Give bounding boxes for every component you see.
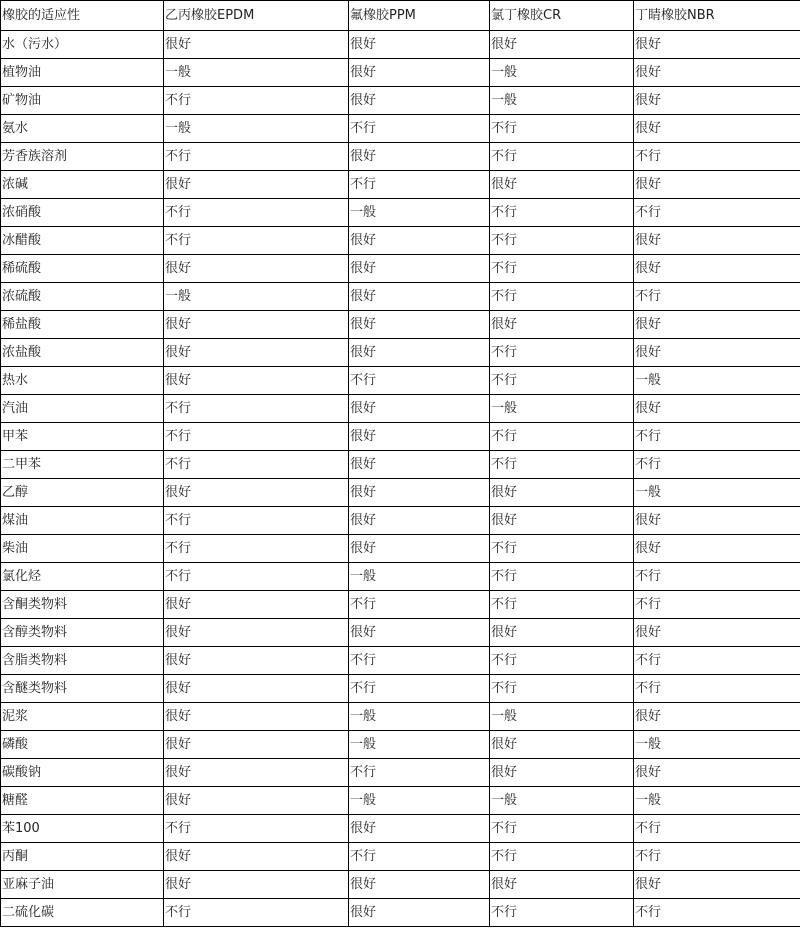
nbr-cell: 不行	[634, 843, 800, 871]
nbr-cell: 不行	[634, 675, 800, 703]
table-row	[1, 423, 800, 451]
cr-cell: 很好	[490, 171, 634, 199]
ppm-cell: 很好	[349, 87, 490, 115]
ppm-cell: 很好	[349, 255, 490, 283]
epdm-cell: 很好	[164, 703, 349, 731]
cr-cell: 不行	[490, 535, 634, 563]
medium-cell: 稀硫酸	[1, 255, 164, 283]
table-row	[1, 815, 800, 843]
table-row	[1, 283, 800, 311]
cr-cell: 一般	[490, 395, 634, 423]
epdm-cell: 一般	[164, 283, 349, 311]
cr-cell: 不行	[490, 815, 634, 843]
medium-cell: 磷酸	[1, 731, 164, 759]
table-row	[1, 311, 800, 339]
nbr-cell: 很好	[634, 619, 800, 647]
ppm-cell: 很好	[349, 479, 490, 507]
medium-cell: 亚麻子油	[1, 871, 164, 899]
table-row	[1, 703, 800, 731]
epdm-cell: 很好	[164, 619, 349, 647]
epdm-cell: 很好	[164, 731, 349, 759]
table-row	[1, 899, 800, 927]
cr-cell: 不行	[490, 899, 634, 927]
medium-cell: 乙醇	[1, 479, 164, 507]
medium-cell: 糖醛	[1, 787, 164, 815]
epdm-cell: 很好	[164, 591, 349, 619]
medium-cell: 浓盐酸	[1, 339, 164, 367]
table-row	[1, 563, 800, 591]
cr-cell: 一般	[490, 787, 634, 815]
epdm-cell: 不行	[164, 507, 349, 535]
cr-cell: 不行	[490, 675, 634, 703]
nbr-cell: 不行	[634, 451, 800, 479]
table-row	[1, 227, 800, 255]
cr-cell: 很好	[490, 479, 634, 507]
ppm-cell: 很好	[349, 507, 490, 535]
epdm-cell: 不行	[164, 423, 349, 451]
epdm-cell: 很好	[164, 843, 349, 871]
nbr-cell: 很好	[634, 759, 800, 787]
medium-cell: 稀盐酸	[1, 311, 164, 339]
medium-cell: 浓硫酸	[1, 283, 164, 311]
epdm-cell: 很好	[164, 311, 349, 339]
nbr-cell: 很好	[634, 395, 800, 423]
medium-cell: 甲苯	[1, 423, 164, 451]
medium-cell: 芳香族溶剂	[1, 143, 164, 171]
cr-cell: 很好	[490, 759, 634, 787]
ppm-cell: 很好	[349, 59, 490, 87]
epdm-cell: 不行	[164, 143, 349, 171]
nbr-cell: 一般	[634, 479, 800, 507]
epdm-cell: 很好	[164, 675, 349, 703]
table-row	[1, 339, 800, 367]
ppm-cell: 很好	[349, 619, 490, 647]
nbr-cell: 很好	[634, 871, 800, 899]
nbr-cell: 很好	[634, 255, 800, 283]
ppm-cell: 一般	[349, 199, 490, 227]
nbr-cell: 很好	[634, 31, 800, 59]
nbr-cell: 很好	[634, 507, 800, 535]
table-row	[1, 675, 800, 703]
table-row	[1, 87, 800, 115]
epdm-cell: 不行	[164, 563, 349, 591]
cr-cell: 很好	[490, 871, 634, 899]
medium-cell: 矿物油	[1, 87, 164, 115]
medium-cell: 二硫化碳	[1, 899, 164, 927]
cr-cell: 一般	[490, 59, 634, 87]
nbr-cell: 不行	[634, 591, 800, 619]
table-row	[1, 115, 800, 143]
nbr-cell: 很好	[634, 59, 800, 87]
cr-cell: 一般	[490, 87, 634, 115]
ppm-cell: 很好	[349, 283, 490, 311]
ppm-cell: 不行	[349, 647, 490, 675]
medium-cell: 冰醋酸	[1, 227, 164, 255]
ppm-cell: 很好	[349, 423, 490, 451]
medium-cell: 含酮类物料	[1, 591, 164, 619]
cr-cell: 不行	[490, 591, 634, 619]
nbr-cell: 不行	[634, 423, 800, 451]
ppm-cell: 不行	[349, 115, 490, 143]
ppm-cell: 很好	[349, 339, 490, 367]
ppm-cell: 很好	[349, 815, 490, 843]
cr-cell: 很好	[490, 31, 634, 59]
epdm-cell: 很好	[164, 31, 349, 59]
header-cell-cr: 氯丁橡胶CR	[490, 1, 634, 31]
nbr-cell: 很好	[634, 115, 800, 143]
medium-cell: 煤油	[1, 507, 164, 535]
nbr-cell: 不行	[634, 647, 800, 675]
medium-cell: 氯化烃	[1, 563, 164, 591]
cr-cell: 很好	[490, 619, 634, 647]
table-row	[1, 255, 800, 283]
table-row	[1, 31, 800, 59]
ppm-cell: 很好	[349, 395, 490, 423]
table-row	[1, 507, 800, 535]
epdm-cell: 不行	[164, 87, 349, 115]
cr-cell: 不行	[490, 339, 634, 367]
medium-cell: 含脂类物料	[1, 647, 164, 675]
table-row	[1, 647, 800, 675]
nbr-cell: 一般	[634, 367, 800, 395]
cr-cell: 不行	[490, 843, 634, 871]
cr-cell: 很好	[490, 731, 634, 759]
ppm-cell: 一般	[349, 787, 490, 815]
medium-cell: 二甲苯	[1, 451, 164, 479]
table-row	[1, 479, 800, 507]
table-row	[1, 535, 800, 563]
epdm-cell: 不行	[164, 451, 349, 479]
epdm-cell: 很好	[164, 171, 349, 199]
nbr-cell: 一般	[634, 731, 800, 759]
table-row	[1, 143, 800, 171]
nbr-cell: 不行	[634, 283, 800, 311]
cr-cell: 不行	[490, 115, 634, 143]
cr-cell: 不行	[490, 367, 634, 395]
epdm-cell: 一般	[164, 115, 349, 143]
table-row	[1, 59, 800, 87]
nbr-cell: 很好	[634, 311, 800, 339]
nbr-cell: 一般	[634, 787, 800, 815]
nbr-cell: 不行	[634, 563, 800, 591]
ppm-cell: 不行	[349, 367, 490, 395]
epdm-cell: 很好	[164, 871, 349, 899]
medium-cell: 氨水	[1, 115, 164, 143]
nbr-cell: 不行	[634, 815, 800, 843]
ppm-cell: 很好	[349, 31, 490, 59]
table-row	[1, 395, 800, 423]
cr-cell: 很好	[490, 507, 634, 535]
medium-cell: 水（污水）	[1, 31, 164, 59]
table-row	[1, 787, 800, 815]
cr-cell: 不行	[490, 227, 634, 255]
table-row	[1, 759, 800, 787]
epdm-cell: 不行	[164, 227, 349, 255]
header-cell-epdm: 乙丙橡胶EPDM	[164, 1, 349, 31]
ppm-cell: 很好	[349, 227, 490, 255]
medium-cell: 浓碱	[1, 171, 164, 199]
table-row	[1, 843, 800, 871]
ppm-cell: 很好	[349, 311, 490, 339]
epdm-cell: 很好	[164, 787, 349, 815]
medium-cell: 柴油	[1, 535, 164, 563]
ppm-cell: 不行	[349, 171, 490, 199]
nbr-cell: 很好	[634, 703, 800, 731]
medium-cell: 丙酮	[1, 843, 164, 871]
epdm-cell: 不行	[164, 199, 349, 227]
medium-cell: 热水	[1, 367, 164, 395]
cr-cell: 不行	[490, 199, 634, 227]
epdm-cell: 不行	[164, 899, 349, 927]
ppm-cell: 不行	[349, 591, 490, 619]
cr-cell: 不行	[490, 283, 634, 311]
nbr-cell: 很好	[634, 171, 800, 199]
table-row	[1, 199, 800, 227]
medium-cell: 苯100	[1, 815, 164, 843]
cr-cell: 很好	[490, 311, 634, 339]
header-cell-nbr: 丁睛橡胶NBR	[634, 1, 800, 31]
medium-cell: 汽油	[1, 395, 164, 423]
epdm-cell: 不行	[164, 815, 349, 843]
ppm-cell: 一般	[349, 563, 490, 591]
ppm-cell: 很好	[349, 143, 490, 171]
cr-cell: 不行	[490, 255, 634, 283]
ppm-cell: 很好	[349, 871, 490, 899]
medium-cell: 泥浆	[1, 703, 164, 731]
table-body	[1, 31, 800, 927]
table-row	[1, 367, 800, 395]
header-cell-medium: 橡胶的适应性	[1, 1, 164, 31]
epdm-cell: 不行	[164, 535, 349, 563]
epdm-cell: 很好	[164, 479, 349, 507]
cr-cell: 不行	[490, 563, 634, 591]
epdm-cell: 很好	[164, 647, 349, 675]
cr-cell: 一般	[490, 703, 634, 731]
table-row	[1, 451, 800, 479]
table-header-row	[1, 1, 800, 31]
epdm-cell: 很好	[164, 367, 349, 395]
epdm-cell: 不行	[164, 395, 349, 423]
nbr-cell: 很好	[634, 87, 800, 115]
epdm-cell: 一般	[164, 59, 349, 87]
medium-cell: 碳酸钠	[1, 759, 164, 787]
nbr-cell: 不行	[634, 899, 800, 927]
ppm-cell: 很好	[349, 535, 490, 563]
table-row	[1, 619, 800, 647]
medium-cell: 含醇类物料	[1, 619, 164, 647]
table-row	[1, 871, 800, 899]
epdm-cell: 很好	[164, 759, 349, 787]
medium-cell: 含醚类物料	[1, 675, 164, 703]
nbr-cell: 很好	[634, 227, 800, 255]
table-row	[1, 731, 800, 759]
ppm-cell: 不行	[349, 675, 490, 703]
table-row	[1, 591, 800, 619]
ppm-cell: 不行	[349, 843, 490, 871]
header-cell-ppm: 氟橡胶PPM	[349, 1, 490, 31]
ppm-cell: 很好	[349, 451, 490, 479]
cr-cell: 不行	[490, 451, 634, 479]
table-row	[1, 171, 800, 199]
ppm-cell: 一般	[349, 731, 490, 759]
nbr-cell: 不行	[634, 199, 800, 227]
nbr-cell: 很好	[634, 339, 800, 367]
medium-cell: 植物油	[1, 59, 164, 87]
ppm-cell: 一般	[349, 703, 490, 731]
nbr-cell: 很好	[634, 535, 800, 563]
cr-cell: 不行	[490, 647, 634, 675]
ppm-cell: 很好	[349, 899, 490, 927]
nbr-cell: 不行	[634, 143, 800, 171]
cr-cell: 不行	[490, 423, 634, 451]
epdm-cell: 很好	[164, 339, 349, 367]
ppm-cell: 不行	[349, 759, 490, 787]
medium-cell: 浓硝酸	[1, 199, 164, 227]
epdm-cell: 很好	[164, 255, 349, 283]
cr-cell: 不行	[490, 143, 634, 171]
